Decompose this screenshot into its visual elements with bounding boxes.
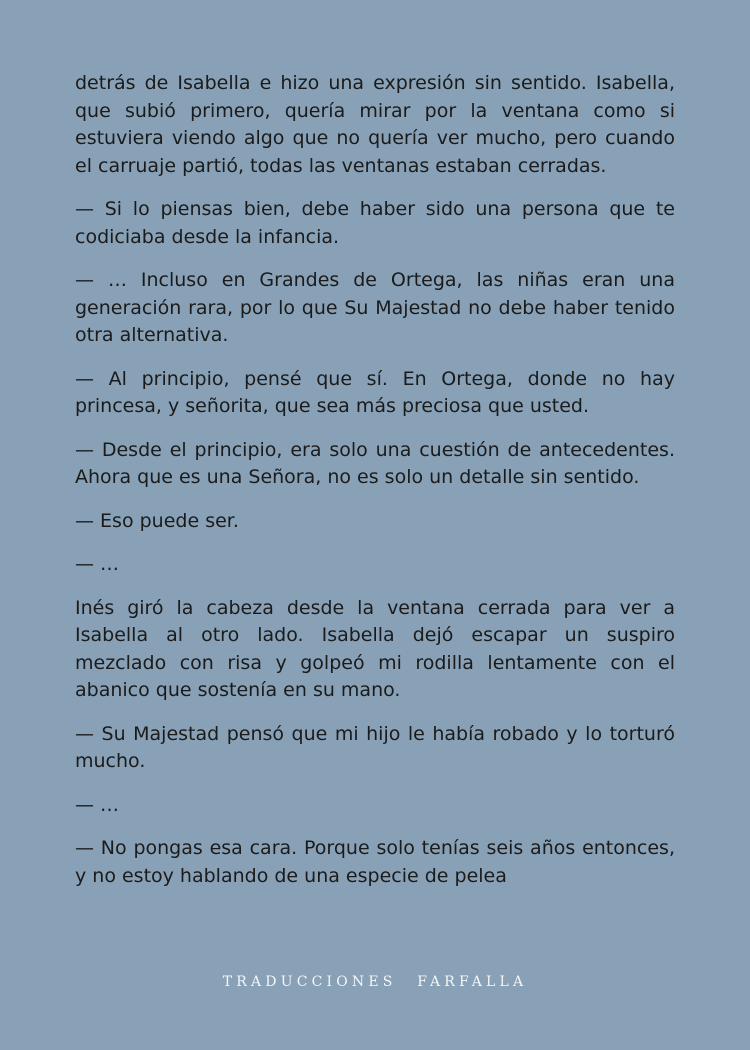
page-footer: TRADUCCIONES FARFALLA xyxy=(222,974,528,990)
paragraph-5: — Desde el principio, era solo una cuestión de antecedentes. Ahora que es una Señora, no es solo un detalle sin sentido. xyxy=(75,438,675,488)
paragraph-1: detrás de Isabella e hizo una expresión sin sentido. Isabella, que subió primero, quería mirar por la ventana como si estuviera viendo algo que no quería ver mucho, pero cuando el carruaje partió, todas las ventanas estaban cerradas. xyxy=(75,72,675,177)
paragraph-10: — … xyxy=(75,793,120,816)
paragraph-2: — Si lo piensas bien, debe haber sido una persona que te codiciaba desde la infancia. xyxy=(75,198,675,248)
page-body xyxy=(75,70,675,906)
paragraph-9: — Su Majestad pensó que mi hijo le había robado y lo torturó mucho. xyxy=(75,722,675,772)
paragraph-3: — … Incluso en Grandes de Ortega, las niñas eran una generación rara, por lo que Su Majestad no debe haber tenido otra alternativa. xyxy=(75,269,675,346)
paragraph-8: Inés giró la cabeza desde la ventana cerrada para ver a Isabella al otro lado. Isabella dejó escapar un suspiro mezclado con risa y golpeó mi rodilla lentamente con el abanico que sostenía en su mano. xyxy=(75,596,675,701)
paragraph-7: — … xyxy=(75,553,120,575)
paragraph-6: — Eso puede ser. xyxy=(75,509,239,532)
paragraph-4: — Al principio, pensé que sí. En Ortega, donde no hay princesa, y señorita, que sea más preciosa que usted. xyxy=(75,367,675,417)
paragraph-11: — No pongas esa cara. Porque solo tenías seis años entonces, y no estoy hablando de una especie de pelea xyxy=(75,837,675,887)
